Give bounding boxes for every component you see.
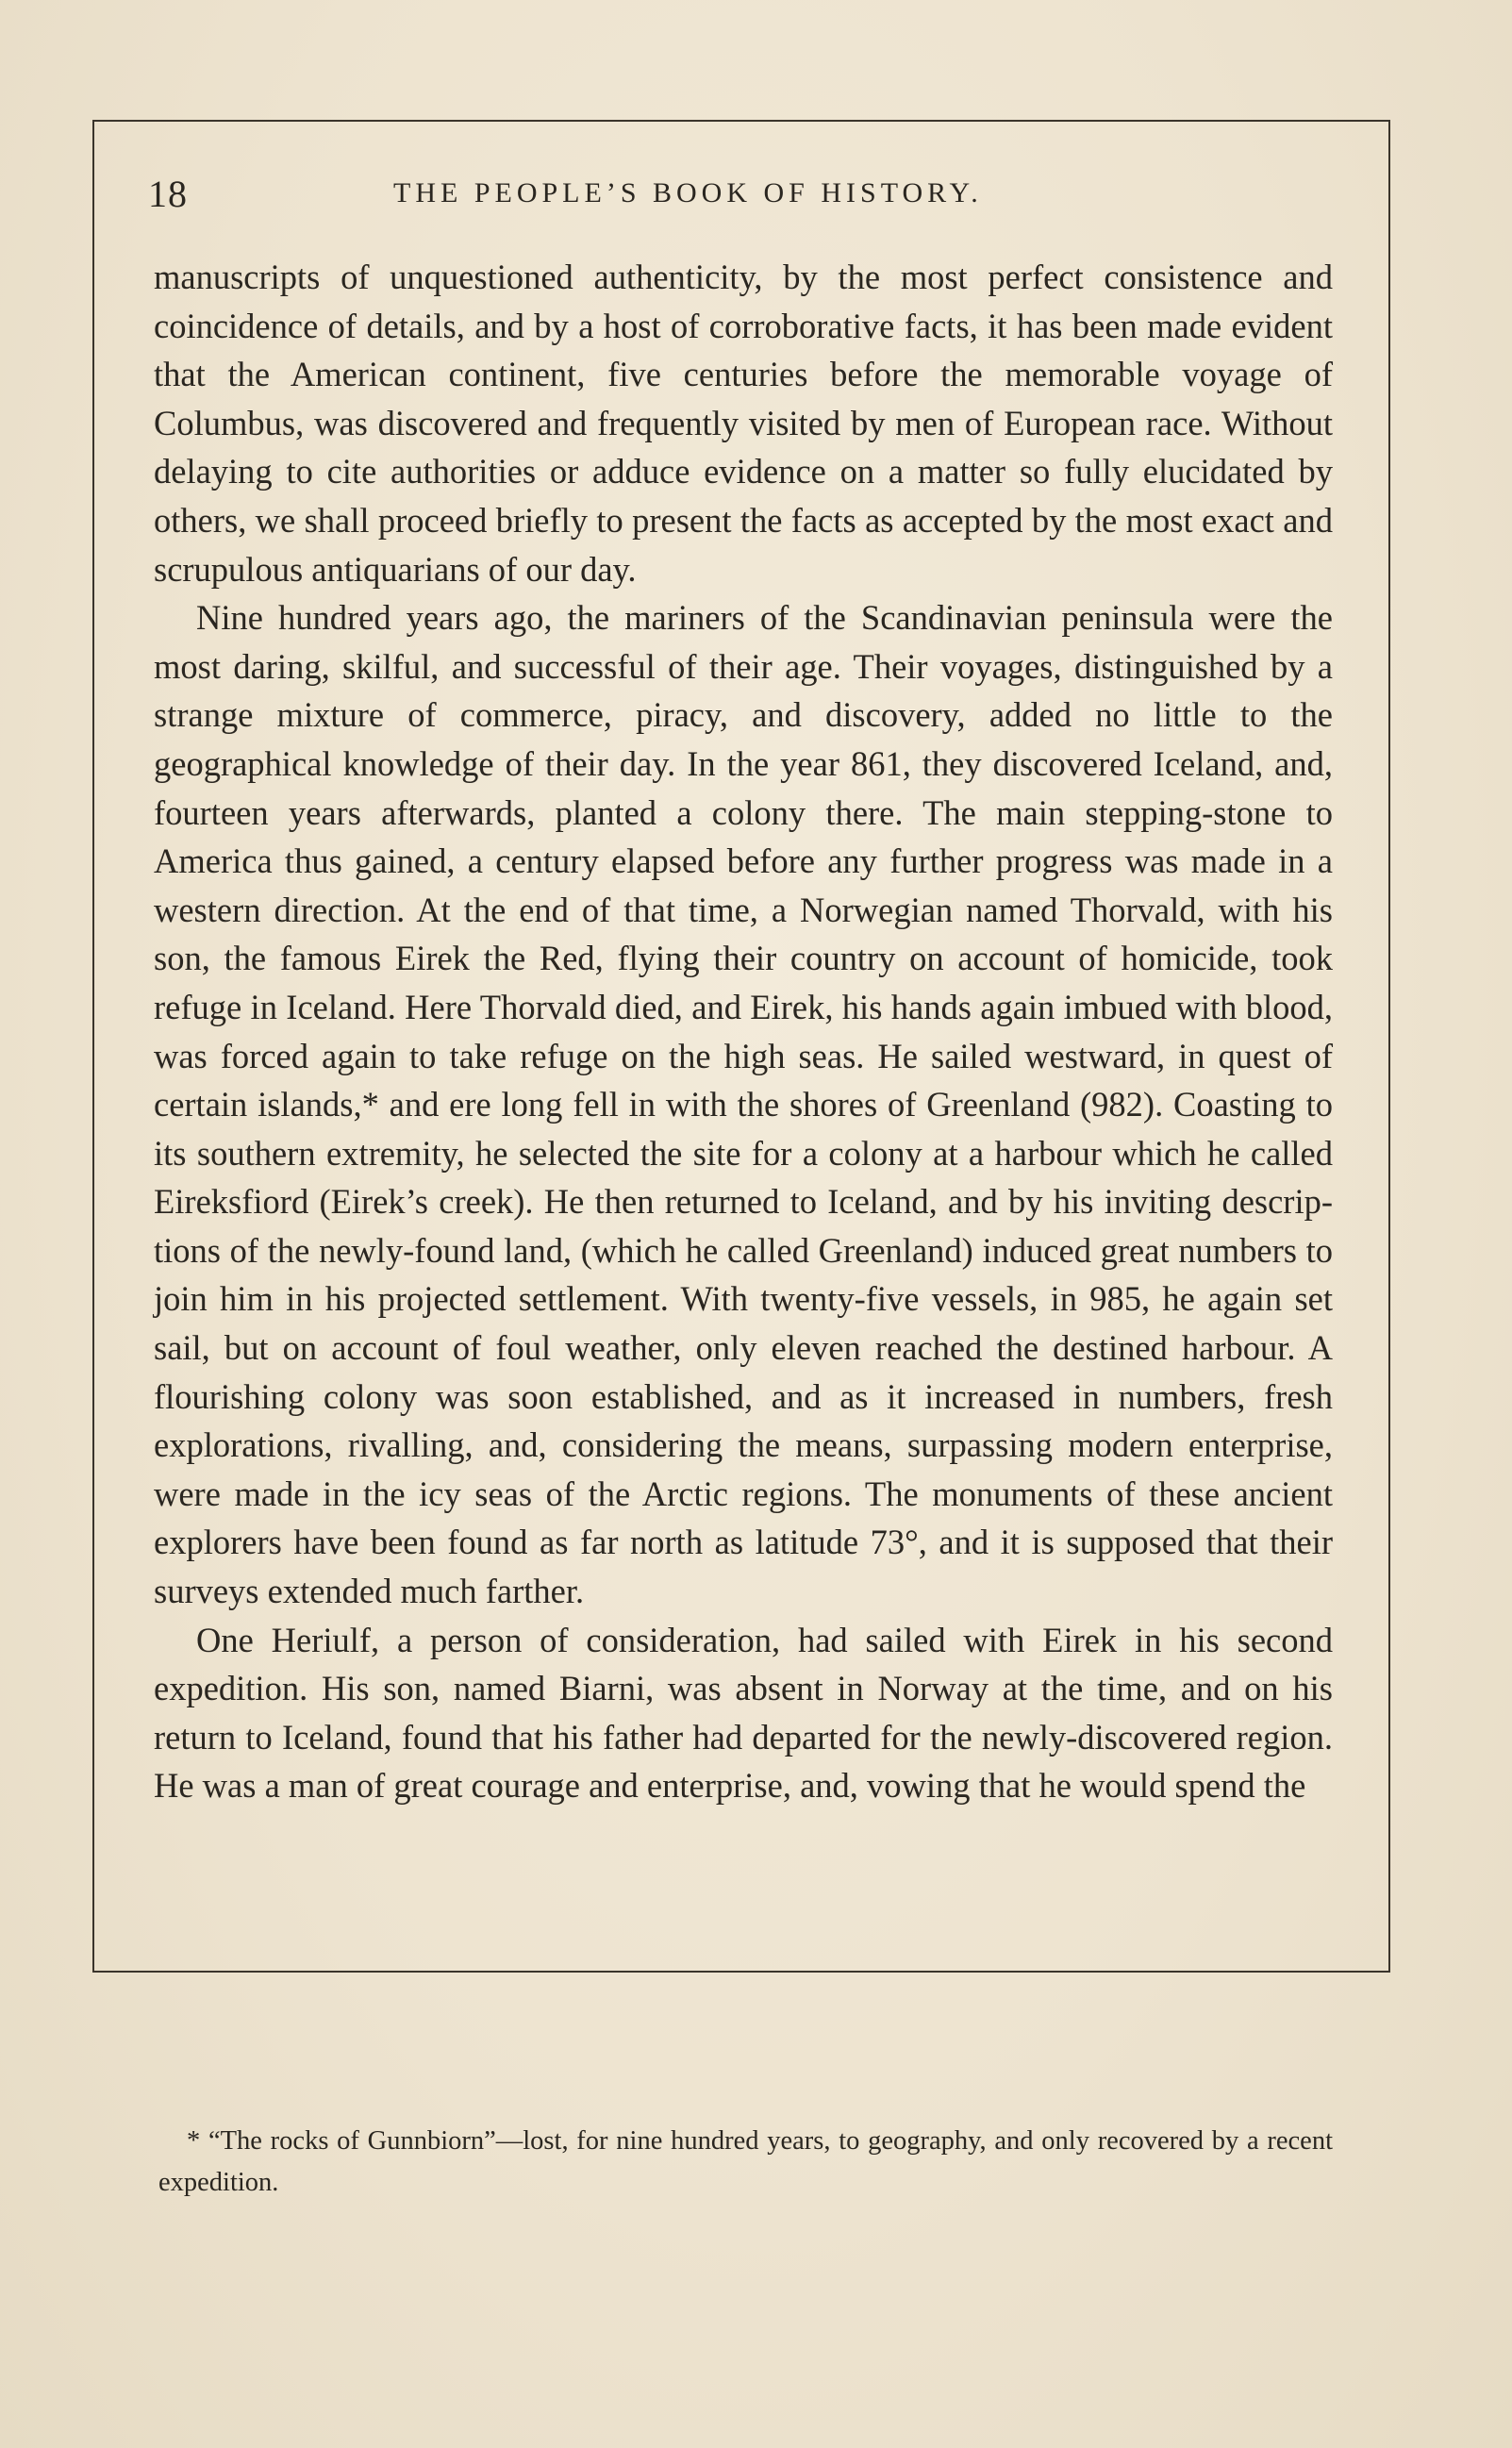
running-head	[148, 172, 1337, 219]
paragraph-continuation: manuscripts of unquestioned authenticity, by the most perfect consistence and coincidence of details, and by a host of corroborative facts, it has been made evident that the American continent, five centuries before the memorable voyage of Columbus, was discovered and frequently visited by men of European race. Without delaying to cite authorities or adduce evidence on a matter so fully elucidated by others, we shall proceed briefly to present the facts as accepted by the most exact and scrupulous antiquarians of our day.	[154, 258, 1333, 589]
footnote-text: * “The rocks of Gunnbiorn”—lost, for nine hundred years, to geography, and only recovered by a recent expedition.	[158, 2126, 1333, 2197]
footnote	[158, 2121, 1333, 2204]
page-number: 18	[148, 173, 188, 215]
body-text	[154, 253, 1333, 1810]
paragraph-scandinavian-mariners: Nine hundred years ago, the mariners of the Scandinavian peninsula were the most daring, skilful, and successful of their age. Their voyages, distinguished by a strange mixture of commerce, piracy, and discovery, added no little to the geographical knowledge of their day. In the year 861, they discovered Iceland, and, fourteen years afterwards, planted a colony there. The main stepping-stone to America thus gained, a century elapsed before any further progress was made in a western direction. At the end of that time, a Norwegian named Thorvald, with his son, the famous Eirek the Red, flying their country on account of homicide, took refuge in Iceland. Here Thorvald died, and Eirek, his hands again imbued with blood, was forced again to take refuge on the high seas. He sailed westward, in quest of certain islands,* and ere long fell in with the shores of Greenland (982). Coasting to its southern extremity, he selected the site for a colony at a harbour which he called Eireksfiord (Eirek’s creek). He then returned to Iceland, and by his inviting descriptions of the newly-found land, (which he called Greenland) induced great numbers to join him in his projected settlement. With twenty-five vessels, in 985, he again set sail, but on account of foul weather, only eleven reached the destined harbour. A flourishing colony was soon established, and as it increased in numbers, fresh explorations, rivalling, and, considering the means, surpassing modern enterprise, were made in the icy seas of the Arctic regions. The monuments of these ancient explorers have been found as far north as latitude 73°, and it is supposed that their surveys extended much farther.	[154, 598, 1333, 1611]
running-title: THE PEOPLE’S BOOK OF HISTORY.	[393, 177, 983, 208]
paragraph-heriulf: One Heriulf, a person of consideration, had sailed with Eirek in his second expedition. His son, named Biarni, was absent in Norway at the time, and on his return to Iceland, found that his father had departed for the newly-discovered region. He was a man of great courage and enterprise, and, vowing that he would spend the	[154, 1620, 1333, 1806]
